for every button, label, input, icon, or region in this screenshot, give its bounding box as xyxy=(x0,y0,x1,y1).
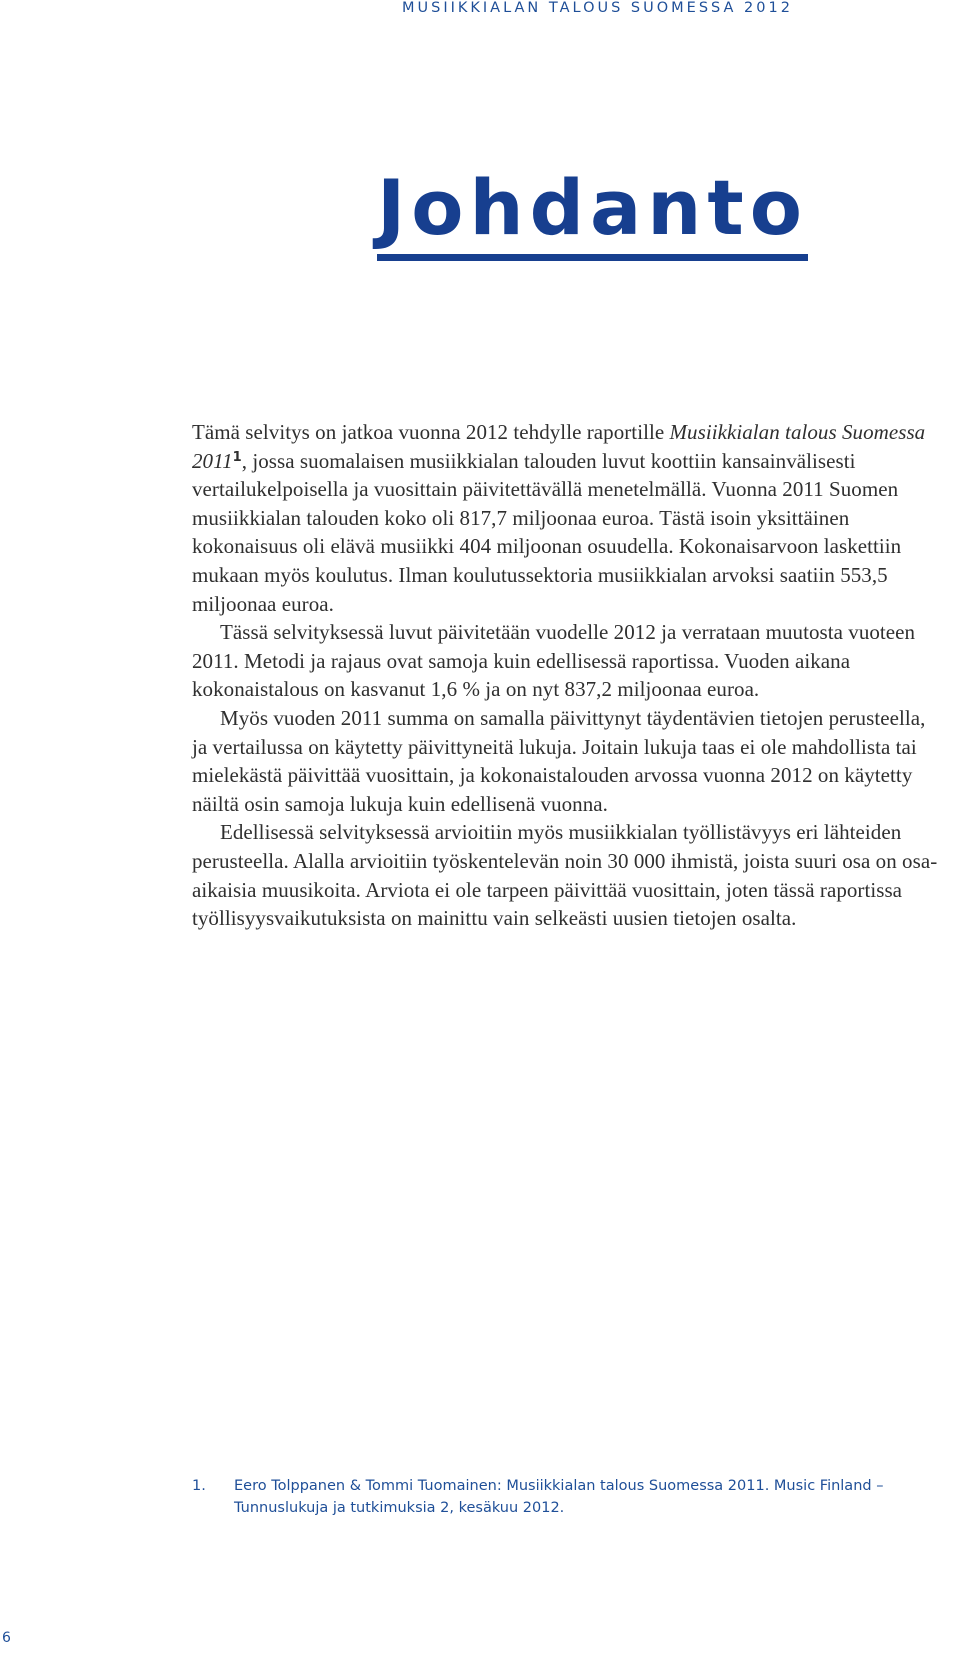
page-title: Johdanto xyxy=(377,170,808,261)
body-text xyxy=(192,418,942,933)
paragraph-4: Edellisessä selvityksessä arvioitiin myös musiikkialan työllistävyys eri lähteiden perusteella. Alalla arvioitiin työskentelevän noin 30 000 ihmistä, joista suuri osa on osa-aikaisia muusikoita. Arviota ei ole tarpeen päivittää vuosittain, joten tässä raportissa työllisyysvaikutuksista on mainittu vain selkeästi uusien tietojen osalta. xyxy=(192,820,938,931)
paragraph-1-intro: Tämä selvitys on jatkoa vuonna 2012 tehdylle raportille xyxy=(192,420,670,444)
footnote xyxy=(192,1475,952,1519)
footnote-number: 1. xyxy=(192,1478,206,1494)
report-title-italic: Musiikkialan talous Suomessa 2011 xyxy=(192,420,926,473)
paragraph-2: Tässä selvityksessä luvut päivitetään vuodelle 2012 ja verrataan muutosta vuoteen 2011. Metodi ja rajaus ovat samoja kuin edellisessä raportissa. Vuoden aikana kokonaistalous on kasvanut 1,6 % ja on nyt 837,2 miljoonaa euroa. xyxy=(192,620,916,702)
paragraph-1-body: , jossa suomalaisen musiikkialan talouden luvut koottiin kansainvälisesti vertailukelpoisella ja vuosittain päivitettävällä menetelmällä. Vuonna 2011 Suomen musiikkialan talouden koko oli 817,7 miljoonaa euroa. Tästä isoin yksittäinen kokonaisuus oli elävä musiikki 404 miljoonan osuudella. Kokonaisarvoon laskettiin mukaan myös koulutus. Ilman koulutussektoria musiikkialan arvoksi saatiin 553,5 miljoonaa euroa. xyxy=(192,448,902,616)
paragraph-1 xyxy=(192,418,942,618)
page-number: 6 xyxy=(2,1630,11,1646)
footnote-text: Eero Tolppanen & Tommi Tuomainen: Musiikkialan talous Suomessa 2011. Music Finland – Tunnuslukuja ja tutkimuksia 2, kesäkuu 2012. xyxy=(234,1478,884,1516)
running-head: MUSIIKKIALAN TALOUS SUOMESSA 2012 xyxy=(402,0,793,16)
paragraph-3: Myös vuoden 2011 summa on samalla päivittynyt täydentävien tietojen perusteella, ja vertailussa on käytetty päivittyneitä lukuja. Joitain lukuja taas ei ole mahdollista tai mielekästä päivittää vuosittain, ja kokonaistalouden arvossa vuonna 2012 on käytetty näiltä osin samoja lukuja kuin edellisenä vuonna. xyxy=(192,705,926,816)
footnote-reference[interactable]: 1 xyxy=(232,449,242,465)
